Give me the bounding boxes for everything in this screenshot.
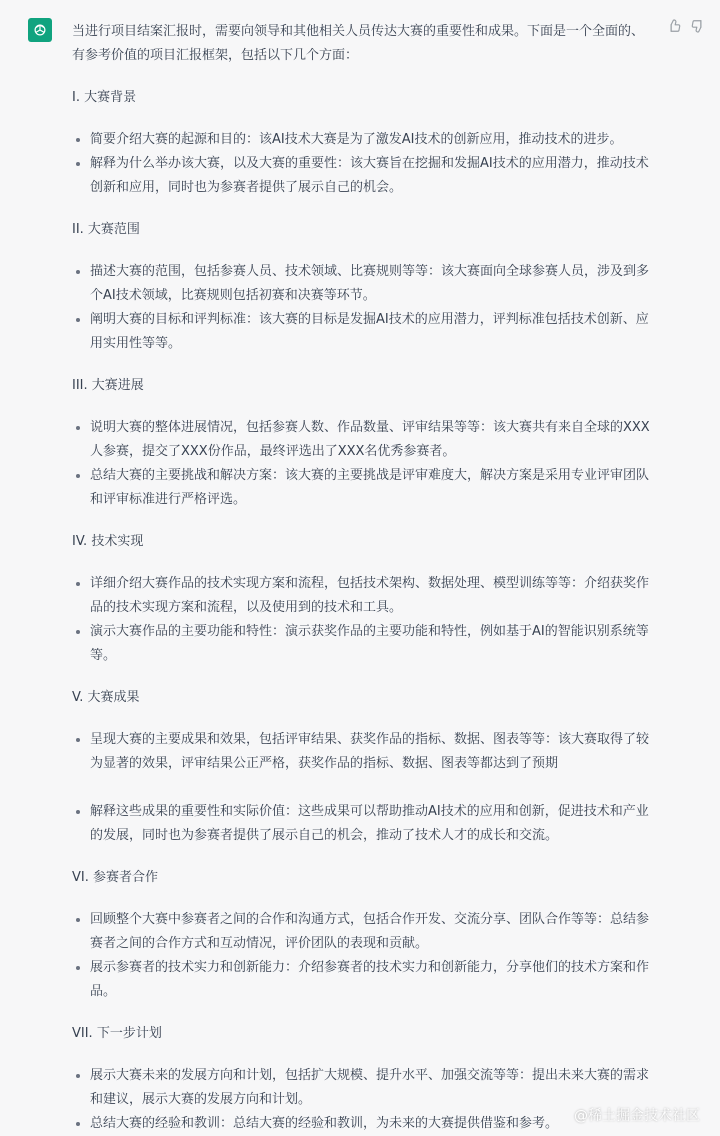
- section-title: II. 大赛范围: [72, 222, 140, 237]
- section-title: III. 大赛进展: [72, 378, 144, 393]
- chatgpt-logo-icon: [31, 21, 49, 39]
- thumbs-down-icon[interactable]: [690, 18, 706, 34]
- section-title: VII. 下一步计划: [72, 1026, 162, 1041]
- section-title: IV. 技术实现: [72, 534, 144, 549]
- bullet-list: [72, 416, 652, 512]
- section: [72, 868, 652, 1004]
- section: [72, 688, 652, 848]
- section: [72, 220, 652, 356]
- bullet-item: 详细介绍大赛作品的技术实现方案和流程，包括技术架构、数据处理、模型训练等等：介绍获奖作品的技术实现方案和流程，以及使用到的技术和工具。: [72, 572, 652, 620]
- feedback-controls: [666, 18, 706, 34]
- bullet-item: 描述大赛的范围，包括参赛人员、技术领域、比赛规则等等：该大赛面向全球参赛人员，涉及到多个AI技术领域，比赛规则包括初赛和决赛等环节。: [72, 260, 652, 308]
- assistant-avatar: [28, 18, 52, 42]
- section: [72, 532, 652, 668]
- section: [72, 376, 652, 512]
- bullet-item: 呈现大赛的主要成果和效果，包括评审结果、获奖作品的指标、数据、图表等等：该大赛取得了较为显著的效果，评审结果公正严格，获奖作品的指标、数据、图表等都达到了预期: [72, 728, 652, 776]
- bullet-item: 说明大赛的整体进展情况，包括参赛人数、作品数量、评审结果等等：该大赛共有来自全球的XXX人参赛，提交了XXX份作品，最终评选出了XXX名优秀参赛者。: [72, 416, 652, 464]
- section: [72, 1024, 652, 1136]
- bullet-list: [72, 908, 652, 1004]
- bullet-list: [72, 572, 652, 668]
- bullet-list: [72, 1064, 652, 1136]
- bullet-list: [72, 728, 652, 848]
- section-title: V. 大赛成果: [72, 690, 140, 705]
- bullet-list: [72, 128, 652, 200]
- bullet-item: 解释为什么举办该大赛，以及大赛的重要性：该大赛旨在挖掘和发掘AI技术的应用潜力，推动技术创新和应用，同时也为参赛者提供了展示自己的机会。: [72, 152, 652, 200]
- section: [72, 88, 652, 200]
- bullet-item: 总结大赛的经验和教训：总结大赛的经验和教训，为未来的大赛提供借鉴和参考。: [72, 1112, 652, 1136]
- bullet-item: 展示大赛未来的发展方向和计划，包括扩大规模、提升水平、加强交流等等：提出未来大赛的需求和建议，展示大赛的发展方向和计划。: [72, 1064, 652, 1112]
- message-sections: [72, 88, 652, 1136]
- bullet-item: 展示参赛者的技术实力和创新能力：介绍参赛者的技术实力和创新能力，分享他们的技术方案和作品。: [72, 956, 652, 1004]
- section-title: VI. 参赛者合作: [72, 870, 158, 885]
- bullet-item: 总结大赛的主要挑战和解决方案：该大赛的主要挑战是评审难度大，解决方案是采用专业评审团队和评审标准进行严格评选。: [72, 464, 652, 512]
- bullet-item: 演示大赛作品的主要功能和特性：演示获奖作品的主要功能和特性，例如基于AI的智能识别系统等等。: [72, 620, 652, 668]
- section-title: I. 大赛背景: [72, 90, 137, 105]
- bullet-item: 回顾整个大赛中参赛者之间的合作和沟通方式，包括合作开发、交流分享、团队合作等等：总结参赛者之间的合作方式和互动情况，评价团队的表现和贡献。: [72, 908, 652, 956]
- bullet-item: 简要介绍大赛的起源和目的：该AI技术大赛是为了激发AI技术的创新应用，推动技术的进步。: [72, 128, 652, 152]
- thumbs-up-icon[interactable]: [666, 18, 682, 34]
- watermark: @稀土掘金技术社区: [574, 1108, 700, 1124]
- bullet-item: 解释这些成果的重要性和实际价值：这些成果可以帮助推动AI技术的应用和创新，促进技术和产业的发展，同时也为参赛者提供了展示自己的机会，推动了技术人才的成长和交流。: [72, 800, 652, 848]
- bullet-item: 阐明大赛的目标和评判标准：该大赛的目标是发掘AI技术的应用潜力，评判标准包括技术创新、应用实用性等等。: [72, 308, 652, 356]
- bullet-list: [72, 260, 652, 356]
- assistant-message: [72, 20, 652, 1136]
- message-intro: 当进行项目结案汇报时，需要向领导和其他相关人员传达大赛的重要性和成果。下面是一个全面的、有参考价值的项目汇报框架，包括以下几个方面：: [72, 24, 645, 63]
